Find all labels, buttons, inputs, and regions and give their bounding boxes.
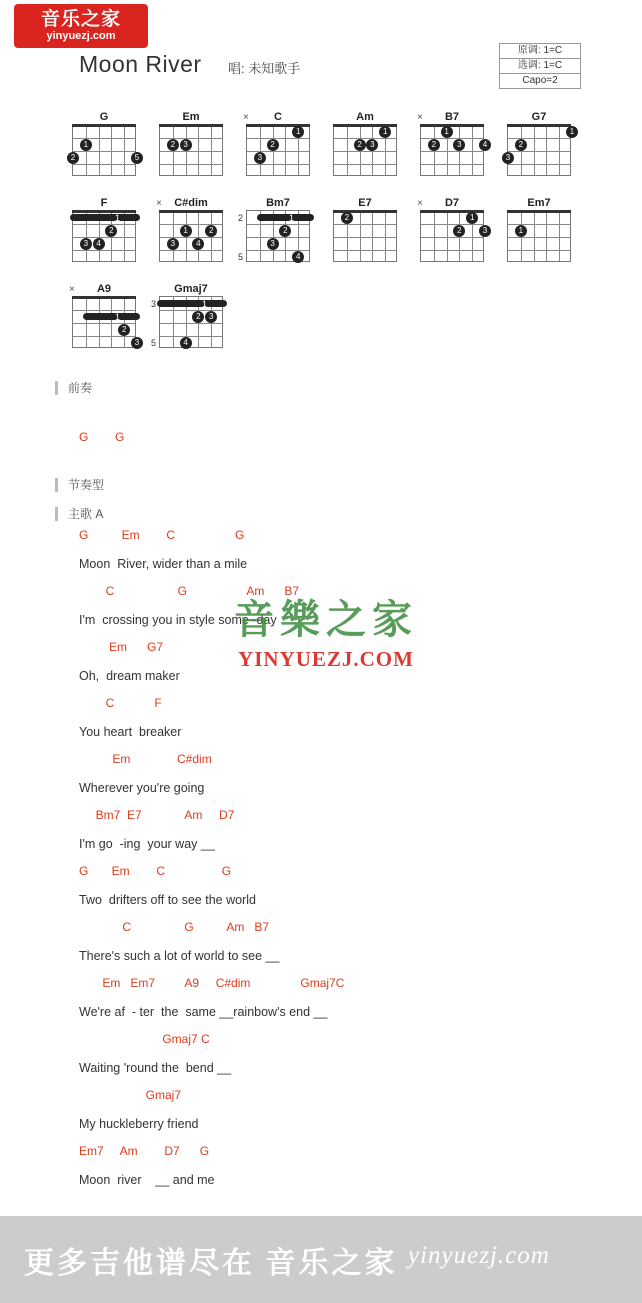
singer-label: 唱: 未知歌手 [228, 61, 301, 76]
chord-finger-dot: 4 [93, 238, 105, 250]
chord-finger-dot: 2 [205, 225, 217, 237]
lyric-line-10: My huckleberry friend [79, 1117, 199, 1131]
chord-finger-dot: 1 [441, 126, 453, 138]
chord-fretboard [507, 210, 571, 262]
chord-line-6: G Em C G [79, 864, 232, 878]
chord-diagram-d7 [409, 196, 495, 262]
lyric-line-6: Two drifters off to see the world [79, 893, 256, 907]
chord-diagram-bm7 [235, 196, 321, 262]
chord-muted-string: × [417, 198, 423, 209]
chord-line-1: C G Am B7 [79, 584, 300, 598]
chord-finger-dot: 3 [80, 238, 92, 250]
chord-fretboard [333, 210, 397, 262]
chord-finger-dot: 2 [279, 225, 291, 237]
chord-diagram-csharpdim [148, 196, 234, 262]
key-info-box [499, 43, 581, 89]
chord-muted-string: × [69, 284, 75, 295]
page-title: Moon River [79, 51, 202, 77]
chord-line-10: Gmaj7 [79, 1088, 182, 1102]
section-label-2: 主歌 A [55, 507, 103, 521]
capo: Capo=2 [522, 75, 558, 86]
chord-finger-dot: 3 [267, 238, 279, 250]
lyric-line-3: You heart breaker [79, 725, 182, 739]
chord-line-5: Bm7 E7 Am D7 [79, 808, 235, 822]
chord-line-2: Em G7 [79, 640, 164, 654]
chord-barre [157, 300, 227, 307]
chord-line-7: C G Am B7 [79, 920, 270, 934]
chord-finger-dot: 2 [67, 152, 79, 164]
lyric-line-4: Wherever you're going [79, 781, 205, 795]
chord-finger-dot: 3 [366, 139, 378, 151]
chord-finger-dot: 2 [354, 139, 366, 151]
chord-name: Am [356, 111, 374, 123]
chord-finger-dot: 1 [379, 126, 391, 138]
chord-finger-dot: 3 [453, 139, 465, 151]
chord-finger-dot: 1 [80, 139, 92, 151]
footer-text: 更多吉他谱尽在 音乐之家 [24, 1247, 398, 1280]
chord-finger-dot: 2 [167, 139, 179, 151]
intro-chord-line: G G [79, 430, 125, 444]
chord-finger-dot: 1 [180, 225, 192, 237]
site-logo-en: yinyuezj.com [46, 29, 116, 42]
chord-finger-dot: 2 [453, 225, 465, 237]
chord-line-4: Em C#dim [79, 752, 212, 766]
chord-name: Gmaj7 [174, 283, 208, 295]
chord-finger-dot: 1 [292, 126, 304, 138]
chord-barre-finger: 1 [115, 212, 121, 223]
lyric-line-8: We're af - ter the same __rainbow's end __ [79, 1005, 328, 1019]
chord-finger-dot: 3 [254, 152, 266, 164]
chord-finger-dot: 3 [131, 337, 143, 349]
site-logo-cn: 音乐之家 [40, 8, 121, 30]
chord-line-0: G Em C G [79, 528, 245, 542]
footer-bar [0, 1216, 642, 1303]
chord-muted-string: × [243, 112, 249, 123]
chord-diagram-c [235, 110, 321, 176]
lyric-line-1: I'm crossing you in style some -day [79, 613, 277, 627]
chord-diagram-f [61, 196, 147, 262]
chord-muted-string: × [417, 112, 423, 123]
chord-finger-dot: 4 [180, 337, 192, 349]
chord-fretboard [159, 124, 223, 176]
chord-name: E7 [358, 197, 372, 209]
chord-finger-dot: 2 [341, 212, 353, 224]
chord-finger-dot: 3 [502, 152, 514, 164]
lyric-line-2: Oh, dream maker [79, 669, 180, 683]
chord-name: Em7 [527, 197, 551, 209]
chord-diagram-em [148, 110, 234, 176]
chord-muted-string: × [156, 198, 162, 209]
watermark-cn: 音樂之家 [234, 597, 418, 642]
chord-finger-dot: 3 [479, 225, 491, 237]
watermark [196, 597, 456, 671]
chord-finger-dot: 1 [566, 126, 578, 138]
watermark-en: YINYUEZJ.COM [238, 647, 414, 671]
chord-finger-dot: 1 [466, 212, 478, 224]
chord-barre [83, 313, 140, 320]
chord-name: G7 [531, 111, 547, 123]
chord-name: C#dim [174, 197, 208, 209]
lyric-line-11: Moon river __ and me [79, 1173, 215, 1187]
chord-name: B7 [444, 111, 460, 123]
chord-finger-dot: 2 [515, 139, 527, 151]
chord-fret-label: 5 [238, 251, 244, 262]
chord-finger-dot: 3 [167, 238, 179, 250]
chord-finger-dot: 4 [292, 251, 304, 263]
chord-finger-dot: 2 [118, 324, 130, 336]
chord-finger-dot: 3 [205, 311, 217, 323]
lyric-line-7: There's such a lot of world to see __ [79, 949, 280, 963]
chord-fret-label: 5 [151, 337, 157, 348]
chord-diagram-a9 [61, 282, 147, 348]
chord-name: Em [182, 111, 200, 123]
chord-line-11: Em7 Am D7 G [79, 1144, 210, 1158]
chord-barre-finger: 1 [202, 298, 208, 309]
chord-fretboard [333, 124, 397, 176]
chord-fretboard [243, 112, 310, 176]
chord-diagram-g7 [496, 110, 582, 176]
chord-barre-finger: 1 [115, 311, 121, 322]
chord-diagram-e7 [322, 196, 408, 262]
chord-fretboard [70, 124, 140, 176]
footer-url: yinyuezj.com [408, 1242, 550, 1269]
lyric-line-9: Waiting 'round the bend __ [79, 1061, 232, 1075]
chord-finger-dot: 2 [105, 225, 117, 237]
selected-key: 选调: 1=C [500, 59, 580, 74]
chord-barre-finger: 1 [289, 212, 295, 223]
lyric-line-5: I'm go -ing your way __ [79, 837, 215, 851]
chord-fretboard [238, 210, 310, 262]
chord-name: D7 [444, 197, 460, 209]
chord-finger-dot: 2 [192, 311, 204, 323]
chord-finger-dot: 2 [267, 139, 279, 151]
chord-fretboard [72, 210, 136, 262]
chord-finger-dot: 2 [428, 139, 440, 151]
original-key: 原调: 1=C [500, 44, 580, 59]
chord-diagram-gmaj7 [148, 282, 234, 348]
chord-fretboard [151, 296, 223, 348]
chord-diagram-g [61, 110, 147, 176]
chord-diagram-b7 [409, 110, 495, 176]
chord-finger-dot: 4 [192, 238, 204, 250]
chord-fretboard [505, 124, 575, 176]
chord-line-3: C F [79, 696, 162, 710]
chord-barre [70, 214, 140, 221]
chord-line-9: Gmaj7 C [79, 1032, 210, 1046]
chord-name: C [274, 111, 282, 123]
chord-finger-dot: 3 [180, 139, 192, 151]
chord-diagram-em7 [496, 196, 582, 262]
chord-name: F [100, 197, 108, 209]
section-label-0: 前奏 [55, 381, 92, 395]
section-label-1: 节奏型 [55, 478, 104, 492]
chord-base-fret: 2 [238, 212, 244, 223]
chord-base-fret: 3 [151, 298, 157, 309]
chord-barre [257, 214, 314, 221]
chord-finger-dot: 5 [131, 152, 143, 164]
chord-diagram-am [322, 110, 408, 176]
chord-name: G [99, 111, 109, 123]
chord-finger-dot: 1 [515, 225, 527, 237]
chord-name: Bm7 [266, 197, 290, 209]
site-logo [14, 4, 148, 48]
chord-name: A9 [96, 283, 112, 295]
chord-line-8: Em Em7 A9 C#dim Gmaj7C [79, 976, 345, 990]
lyric-line-0: Moon River, wider than a mile [79, 557, 248, 571]
chord-finger-dot: 4 [479, 139, 491, 151]
